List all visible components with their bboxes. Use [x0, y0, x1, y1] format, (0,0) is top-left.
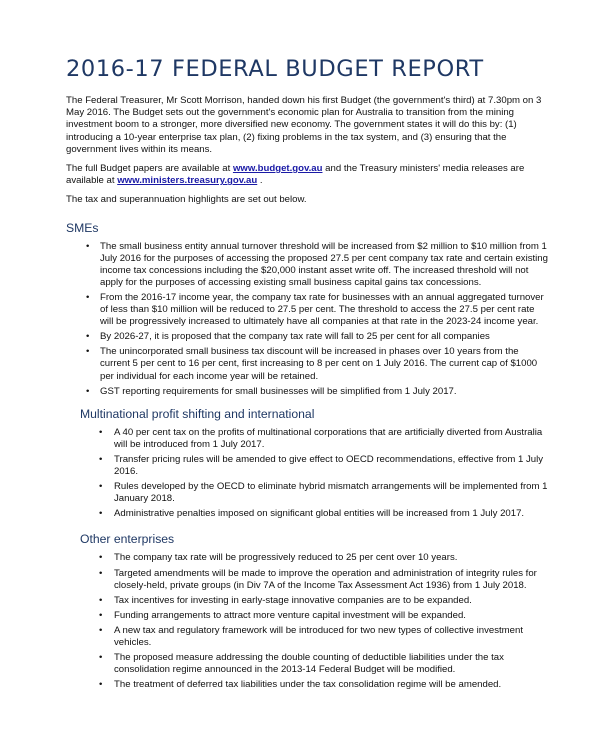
- list-item: [66, 427, 548, 451]
- papers-text-before: The full Budget papers are available at: [66, 163, 233, 175]
- list-item-text: The proposed measure addressing the double counting of deductible liabilities under the tax consolidation regime announced in the 2013-14 Federal Budget will be modified.: [114, 652, 504, 676]
- bullet-icon: •: [86, 385, 90, 397]
- list-item: [66, 346, 548, 382]
- list-item-text: From the 2016-17 income year, the company tax rate for businesses with an annual aggregated turnover of less than $10 million will be reduced to 27.5 per cent. The threshold to access the 27.5 per cent rate will be progressively increased to ultimately have all companies at that rate in the 2023-24 income year.: [100, 292, 544, 328]
- bullet-icon: •: [86, 292, 90, 303]
- list-item-text: Funding arrangements to attract more venture capital investment will be expanded.: [114, 609, 466, 621]
- multinational-list: [66, 427, 548, 521]
- bullet-icon: •: [99, 453, 103, 465]
- budget-papers-paragraph: [66, 163, 548, 187]
- list-item: [66, 331, 548, 343]
- list-item: [66, 652, 548, 676]
- list-item: [66, 552, 548, 564]
- list-item-text: By 2026-27, it is proposed that the company tax rate will fall to 25 per cent for all companies: [100, 331, 490, 343]
- bullet-icon: •: [99, 508, 103, 520]
- ministers-link[interactable]: www.ministers.treasury.gov.au: [117, 175, 258, 187]
- list-item: [66, 595, 548, 607]
- other-enterprises-heading: Other enterprises: [80, 532, 175, 547]
- list-item-text: Transfer pricing rules will be amended to give effect to OECD recommendations, effective from 1 July 2016.: [114, 453, 544, 478]
- list-item: [66, 625, 548, 649]
- list-item: [66, 508, 548, 520]
- list-item-text: Administrative penalties imposed on significant global entities will be increased from 1 July 2017.: [114, 508, 525, 520]
- list-item: [66, 241, 548, 289]
- list-item-text: Targeted amendments will be made to improve the operation and administration of integrity rules for closely-held, private groups (in Div 7A of the Income Tax Assessment Act 1936) from 1 July 2018.: [114, 567, 537, 591]
- list-item-text: Tax incentives for investing in early-stage innovative companies are to be expanded.: [114, 594, 472, 606]
- bullet-icon: •: [99, 552, 103, 564]
- list-item-text: A 40 per cent tax on the profits of multinational corporations that are artificially diverted from Australia will be introduced from 1 July 2017.: [114, 426, 543, 450]
- list-item-text: The unincorporated small business tax discount will be increased in phases over 10 years from the current 5 per cent to 16 per cent, first increasing to 8 per cent on 1 July 2016. The current cap of $1000 per individual for each income year will be retained.: [100, 346, 538, 382]
- list-item-text: The treatment of deferred tax liabilities under the tax consolidation regime will be amended.: [114, 679, 502, 691]
- papers-text-middle: and the Treasury ministers' media releases are available at: [66, 163, 525, 187]
- list-item: [66, 386, 548, 398]
- papers-text-after: .: [257, 175, 263, 187]
- list-item: [66, 568, 548, 592]
- bullet-icon: •: [99, 426, 103, 438]
- list-item-text: The company tax rate will be progressively reduced to 25 per cent over 10 years.: [114, 552, 458, 564]
- list-item: [66, 454, 548, 478]
- bullet-icon: •: [99, 679, 103, 691]
- budget-link[interactable]: www.budget.gov.au: [232, 163, 323, 175]
- page-title: 2016-17 FEDERAL BUDGET REPORT: [66, 56, 484, 82]
- bullet-icon: •: [99, 624, 103, 636]
- bullet-icon: •: [86, 240, 90, 252]
- bullet-icon: •: [99, 481, 103, 493]
- bullet-icon: •: [99, 594, 103, 606]
- list-item: [66, 481, 548, 505]
- list-item-text: Rules developed by the OECD to eliminate hybrid mismatch arrangements will be implemented from 1 January 2018.: [114, 481, 548, 505]
- smes-list: [66, 241, 548, 398]
- intro-paragraph: The Federal Treasurer, Mr Scott Morrison, handed down his first Budget (the government's third) at 7.30pm on 3 May 2016. The Budget sets out the government's economic plan for Australia to transition from the mining investment boom to a stronger, more diversified new economy. The government states it will do this by: (1) introducing a 10-year enterprise tax plan, (2) fixing problems in the tax system, and (3) ensuring that the government lives within its means.: [66, 95, 542, 155]
- other-enterprises-list: [66, 552, 548, 691]
- smes-heading: SMEs: [66, 220, 99, 235]
- list-item: [66, 610, 548, 622]
- highlights-paragraph: The tax and superannuation highlights are set out below.: [66, 194, 307, 206]
- bullet-icon: •: [99, 652, 103, 664]
- list-item: [66, 292, 548, 328]
- bullet-icon: •: [86, 346, 90, 358]
- list-item-text: The small business entity annual turnover threshold will be increased from $2 million to $10 million from 1 July 2016 for the purposes of accessing the proposed 27.5 per cent company tax rate and certain existing income tax concessions including the $20,000 instant asset write off. The increased threshold will not apply for the purposes of accessing existing small business capital gains tax concessions.: [100, 240, 548, 288]
- bullet-icon: •: [99, 567, 103, 579]
- list-item-text: GST reporting requirements for small businesses will be simplified from 1 July 2017.: [100, 385, 457, 397]
- bullet-icon: •: [86, 331, 90, 343]
- bullet-icon: •: [99, 609, 103, 621]
- list-item: [66, 679, 548, 691]
- list-item-text: A new tax and regulatory framework will be introduced for two new types of collective investment vehicles.: [114, 624, 523, 648]
- multinational-heading: Multinational profit shifting and international: [80, 406, 315, 421]
